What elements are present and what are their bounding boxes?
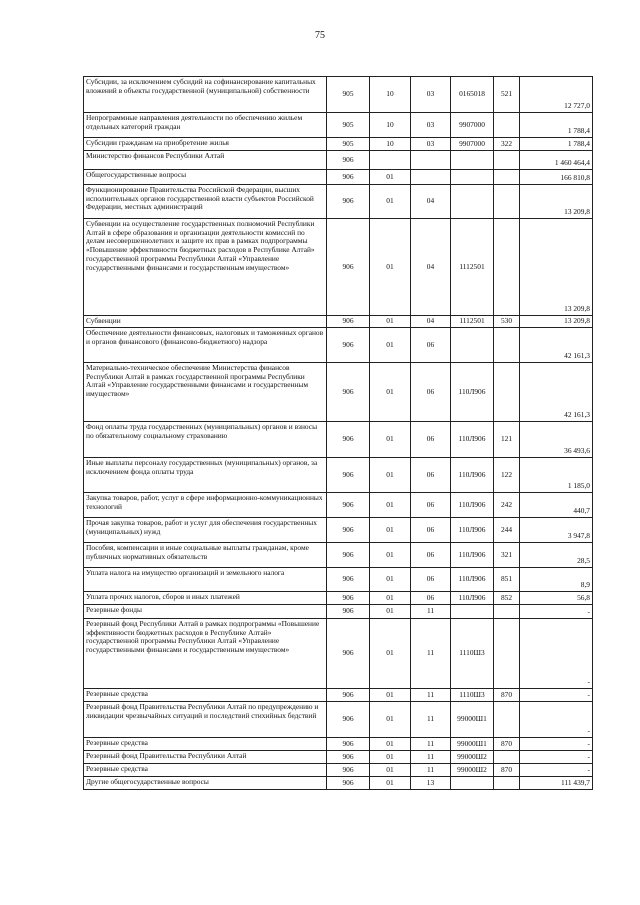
subsection-code: 11 <box>411 738 451 751</box>
amount: - <box>520 605 593 619</box>
target-item-code: 110Л906 <box>451 592 494 605</box>
expense-type-code <box>494 702 520 738</box>
section-code: 01 <box>370 543 411 568</box>
row-name: Иные выплаты персоналу государственных (муниципальных) органов, за исключением фонда оплаты труда <box>84 458 327 493</box>
table-row <box>84 518 593 543</box>
row-name: Резервные средства <box>84 738 327 751</box>
row-name: Фонд оплаты труда государственных (муниципальных) органов и взносы по обязательному социальному страхованию <box>84 422 327 458</box>
subsection-code: 06 <box>411 543 451 568</box>
target-item-code <box>451 170 494 185</box>
target-item-code: 1110Ш3 <box>451 689 494 702</box>
section-code: 01 <box>370 605 411 619</box>
page-number: 75 <box>315 30 325 41</box>
amount: 56,8 <box>520 592 593 605</box>
chief-administrator-code: 905 <box>327 77 370 113</box>
expense-type-code: 851 <box>494 568 520 592</box>
expense-type-code: 122 <box>494 458 520 493</box>
expense-type-code: 244 <box>494 518 520 543</box>
target-item-code: 99000Ш2 <box>451 764 494 777</box>
section-code: 01 <box>370 185 411 219</box>
target-item-code <box>451 185 494 219</box>
chief-administrator-code: 906 <box>327 605 370 619</box>
chief-administrator-code: 906 <box>327 151 370 170</box>
table-row <box>84 605 593 619</box>
expense-type-code <box>494 363 520 422</box>
chief-administrator-code: 906 <box>327 518 370 543</box>
amount: 28,5 <box>520 543 593 568</box>
row-name: Субвенции на осуществление государственных полномочий Республики Алтай в сфере образования и организации деятельности комиссий по делам несовершеннолетних и защите их прав в рамках подпрограммы «Повышение эффективности бюджетных расходов в Республике Алтай» государственной программы Республики Алтай «Управление государственными финансами и государственным имуществом» <box>84 219 327 316</box>
subsection-code: 06 <box>411 458 451 493</box>
expense-type-code: 870 <box>494 738 520 751</box>
row-name: Функционирование Правительства Российской Федерации, высших исполнительных органов государственной власти субъектов Российской Федерации, местных администраций <box>84 185 327 219</box>
chief-administrator-code: 905 <box>327 113 370 138</box>
expense-type-code <box>494 777 520 790</box>
section-code: 01 <box>370 702 411 738</box>
table-row <box>84 151 593 170</box>
expense-type-code: 322 <box>494 138 520 151</box>
amount: 3 947,8 <box>520 518 593 543</box>
chief-administrator-code: 906 <box>327 363 370 422</box>
row-name: Министерство финансов Республики Алтай <box>84 151 327 170</box>
chief-administrator-code: 906 <box>327 170 370 185</box>
target-item-code: 110Л906 <box>451 422 494 458</box>
row-name: Материально-техническое обеспечение Министерства финансов Республики Алтай в рамках государственной программы Республики Алтай «Управление государственными финансами и государственным имуществом» <box>84 363 327 422</box>
amount: 1 460 464,4 <box>520 151 593 170</box>
amount: 42 161,3 <box>520 363 593 422</box>
amount: 13 209,8 <box>520 185 593 219</box>
expense-type-code <box>494 605 520 619</box>
row-name: Другие общегосударственные вопросы <box>84 777 327 790</box>
section-code: 01 <box>370 363 411 422</box>
chief-administrator-code: 906 <box>327 702 370 738</box>
table-row <box>84 422 593 458</box>
subsection-code <box>411 170 451 185</box>
amount: 13 209,8 <box>520 316 593 328</box>
chief-administrator-code: 906 <box>327 738 370 751</box>
row-name: Резервный фонд Республики Алтай в рамках подпрограммы «Повышение эффективности бюджетных расходов в Республике Алтай» государственной программы Республики Алтай «Управление государственными финансами и государственным имуществом» <box>84 619 327 689</box>
subsection-code: 04 <box>411 316 451 328</box>
subsection-code: 06 <box>411 518 451 543</box>
expense-type-code <box>494 328 520 363</box>
section-code: 01 <box>370 619 411 689</box>
subsection-code: 11 <box>411 605 451 619</box>
expense-type-code <box>494 170 520 185</box>
chief-administrator-code: 906 <box>327 422 370 458</box>
row-name: Субсидии, за исключением субсидий на софинансирование капитальных вложений в объекты государственной (муниципальной) собственности <box>84 77 327 113</box>
table-row <box>84 702 593 738</box>
target-item-code: 110Л906 <box>451 518 494 543</box>
target-item-code <box>451 605 494 619</box>
table-row <box>84 689 593 702</box>
row-name: Обеспечение деятельности финансовых, налоговых и таможенных органов и органов финансового (финансово-бюджетного) надзора <box>84 328 327 363</box>
expense-type-code: 321 <box>494 543 520 568</box>
section-code: 01 <box>370 328 411 363</box>
row-name: Уплата налога на имущество организаций и земельного налога <box>84 568 327 592</box>
section-code: 10 <box>370 113 411 138</box>
section-code: 01 <box>370 568 411 592</box>
subsection-code: 06 <box>411 328 451 363</box>
table-row <box>84 751 593 764</box>
section-code: 01 <box>370 518 411 543</box>
row-name: Прочая закупка товаров, работ и услуг для обеспечения государственных (муниципальных) нужд <box>84 518 327 543</box>
target-item-code: 110Л906 <box>451 458 494 493</box>
target-item-code: 1112501 <box>451 219 494 316</box>
expense-type-code: 521 <box>494 77 520 113</box>
section-code: 01 <box>370 219 411 316</box>
section-code: 10 <box>370 138 411 151</box>
subsection-code: 03 <box>411 138 451 151</box>
section-code: 01 <box>370 592 411 605</box>
expense-type-code: 530 <box>494 316 520 328</box>
amount: 111 439,7 <box>520 777 593 790</box>
table-row <box>84 619 593 689</box>
subsection-code: 11 <box>411 751 451 764</box>
expense-type-code: 870 <box>494 689 520 702</box>
target-item-code: 99000Ш2 <box>451 751 494 764</box>
target-item-code: 0165018 <box>451 77 494 113</box>
table-row <box>84 328 593 363</box>
subsection-code: 06 <box>411 592 451 605</box>
expense-type-code <box>494 113 520 138</box>
chief-administrator-code: 906 <box>327 219 370 316</box>
amount: 42 161,3 <box>520 328 593 363</box>
target-item-code: 99000Ш1 <box>451 702 494 738</box>
section-code: 01 <box>370 458 411 493</box>
amount: - <box>520 689 593 702</box>
expense-type-code: 121 <box>494 422 520 458</box>
chief-administrator-code: 906 <box>327 751 370 764</box>
row-name: Резервные средства <box>84 689 327 702</box>
target-item-code <box>451 328 494 363</box>
amount: 440,7 <box>520 493 593 518</box>
section-code: 01 <box>370 422 411 458</box>
section-code: 10 <box>370 77 411 113</box>
table-row <box>84 738 593 751</box>
subsection-code: 11 <box>411 689 451 702</box>
table-row <box>84 592 593 605</box>
amount: 1 185,0 <box>520 458 593 493</box>
row-name: Резервные средства <box>84 764 327 777</box>
row-name: Субвенции <box>84 316 327 328</box>
amount: - <box>520 619 593 689</box>
row-name: Непрограммные направления деятельности по обеспечению жильем отдельных категорий граждан <box>84 113 327 138</box>
subsection-code: 06 <box>411 363 451 422</box>
target-item-code: 1112501 <box>451 316 494 328</box>
row-name: Общегосударственные вопросы <box>84 170 327 185</box>
target-item-code: 110Л906 <box>451 363 494 422</box>
amount: - <box>520 738 593 751</box>
table-row <box>84 568 593 592</box>
target-item-code: 1110Ш3 <box>451 619 494 689</box>
section-code: 01 <box>370 751 411 764</box>
chief-administrator-code: 906 <box>327 493 370 518</box>
amount: 1 788,4 <box>520 138 593 151</box>
target-item-code <box>451 777 494 790</box>
expense-type-code <box>494 151 520 170</box>
section-code: 01 <box>370 764 411 777</box>
amount: - <box>520 702 593 738</box>
subsection-code: 11 <box>411 619 451 689</box>
amount: - <box>520 764 593 777</box>
expense-type-code <box>494 219 520 316</box>
table-row <box>84 777 593 790</box>
subsection-code: 11 <box>411 702 451 738</box>
row-name: Резервный фонд Правительства Республики Алтай по предупреждению и ликвидации чрезвычайных ситуаций и последствий стихийных бедствий <box>84 702 327 738</box>
subsection-code: 11 <box>411 764 451 777</box>
expense-type-code <box>494 185 520 219</box>
amount: 13 209,8 <box>520 219 593 316</box>
row-name: Уплата прочих налогов, сборов и иных платежей <box>84 592 327 605</box>
table-row <box>84 138 593 151</box>
chief-administrator-code: 906 <box>327 568 370 592</box>
table-row <box>84 77 593 113</box>
amount: - <box>520 751 593 764</box>
table-row <box>84 764 593 777</box>
target-item-code: 110Л906 <box>451 568 494 592</box>
table-row <box>84 219 593 316</box>
subsection-code: 03 <box>411 77 451 113</box>
table-row <box>84 316 593 328</box>
subsection-code: 06 <box>411 568 451 592</box>
row-name: Закупка товаров, работ, услуг в сфере информационно-коммуникационных технологий <box>84 493 327 518</box>
expense-type-code: 870 <box>494 764 520 777</box>
table-row <box>84 363 593 422</box>
chief-administrator-code: 905 <box>327 138 370 151</box>
table-row <box>84 185 593 219</box>
table-row <box>84 113 593 138</box>
section-code: 01 <box>370 493 411 518</box>
amount: 8,9 <box>520 568 593 592</box>
section-code: 01 <box>370 170 411 185</box>
subsection-code: 06 <box>411 422 451 458</box>
chief-administrator-code: 906 <box>327 592 370 605</box>
chief-administrator-code: 906 <box>327 328 370 363</box>
chief-administrator-code: 906 <box>327 185 370 219</box>
row-name: Резервные фонды <box>84 605 327 619</box>
subsection-code: 03 <box>411 113 451 138</box>
expense-type-code: 852 <box>494 592 520 605</box>
row-name: Пособия, компенсации и иные социальные выплаты гражданам, кроме публичных нормативных обязательств <box>84 543 327 568</box>
row-name: Резервный фонд Правительства Республики Алтай <box>84 751 327 764</box>
budget-table-body <box>84 77 593 790</box>
target-item-code: 99000Ш1 <box>451 738 494 751</box>
section-code: 01 <box>370 777 411 790</box>
subsection-code: 04 <box>411 185 451 219</box>
target-item-code: 9907000 <box>451 138 494 151</box>
chief-administrator-code: 906 <box>327 764 370 777</box>
section-code <box>370 151 411 170</box>
chief-administrator-code: 906 <box>327 458 370 493</box>
amount: 166 810,8 <box>520 170 593 185</box>
subsection-code <box>411 151 451 170</box>
amount: 12 727,0 <box>520 77 593 113</box>
subsection-code: 06 <box>411 493 451 518</box>
row-name: Субсидии гражданам на приобретение жилья <box>84 138 327 151</box>
amount: 1 788,4 <box>520 113 593 138</box>
table-row <box>84 458 593 493</box>
chief-administrator-code: 906 <box>327 543 370 568</box>
table-row <box>84 493 593 518</box>
chief-administrator-code: 906 <box>327 777 370 790</box>
expense-type-code: 242 <box>494 493 520 518</box>
table-row <box>84 170 593 185</box>
expense-type-code <box>494 751 520 764</box>
budget-table <box>83 76 593 790</box>
target-item-code: 110Л906 <box>451 493 494 518</box>
amount: 36 493,6 <box>520 422 593 458</box>
target-item-code <box>451 151 494 170</box>
target-item-code: 110Л906 <box>451 543 494 568</box>
expense-type-code <box>494 619 520 689</box>
section-code: 01 <box>370 316 411 328</box>
chief-administrator-code: 906 <box>327 689 370 702</box>
table-row <box>84 543 593 568</box>
subsection-code: 13 <box>411 777 451 790</box>
chief-administrator-code: 906 <box>327 316 370 328</box>
subsection-code: 04 <box>411 219 451 316</box>
chief-administrator-code: 906 <box>327 619 370 689</box>
section-code: 01 <box>370 738 411 751</box>
section-code: 01 <box>370 689 411 702</box>
target-item-code: 9907000 <box>451 113 494 138</box>
